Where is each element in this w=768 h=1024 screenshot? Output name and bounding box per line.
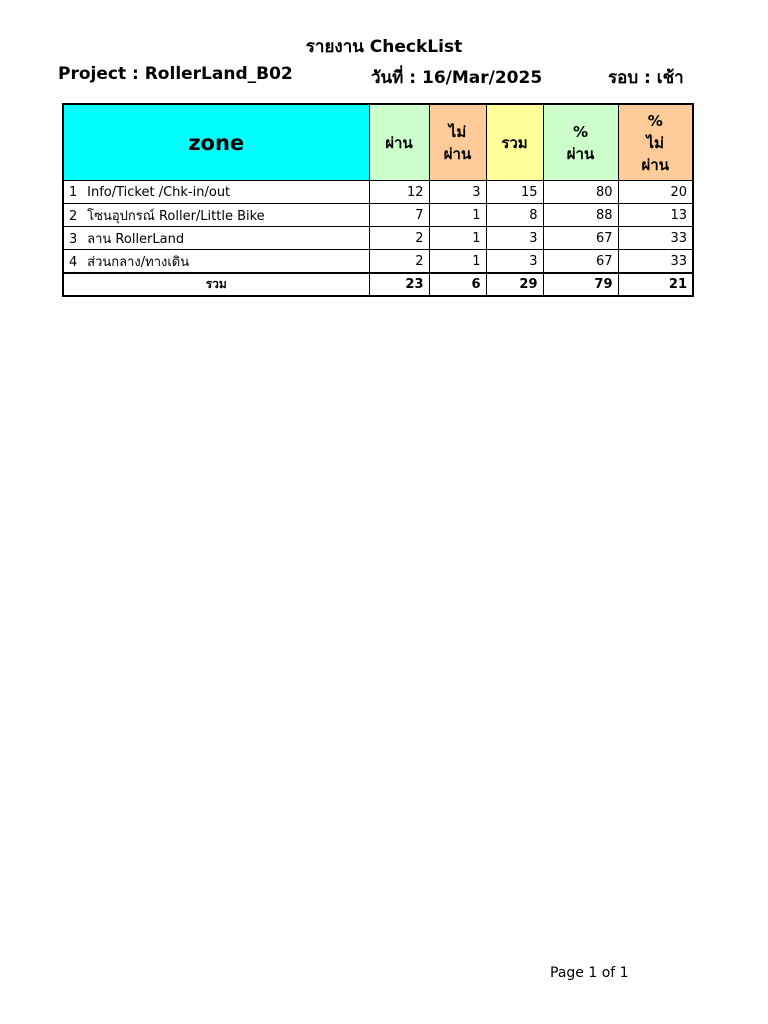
pct-fail-header-line1: %	[647, 111, 663, 130]
zone-cell	[63, 227, 369, 250]
summary-pct-fail: 21	[618, 273, 693, 296]
fail-header-line1: ไม่	[448, 122, 467, 141]
pct-pass-cell: 88	[543, 204, 618, 227]
fail-column-header	[429, 104, 486, 181]
pct-fail-cell: 13	[618, 204, 693, 227]
zone-name: Info/Ticket /Chk-in/out	[87, 184, 231, 200]
row-number: 4	[69, 254, 78, 270]
total-cell: 3	[486, 250, 543, 274]
table-row	[63, 181, 693, 204]
pct-fail-cell: 20	[618, 181, 693, 204]
row-number: 1	[69, 184, 78, 200]
summary-pass: 23	[369, 273, 429, 296]
total-header-label: รวม	[501, 133, 528, 152]
pct-pass-column-header	[543, 104, 618, 181]
pct-pass-cell: 67	[543, 227, 618, 250]
pass-header-label: ผ่าน	[385, 133, 413, 152]
pass-column-header	[369, 104, 429, 181]
pct-fail-cell: 33	[618, 227, 693, 250]
table-row	[63, 250, 693, 274]
summary-pct-pass: 79	[543, 273, 618, 296]
total-cell: 15	[486, 181, 543, 204]
table-row	[63, 227, 693, 250]
table-header-row	[63, 104, 693, 181]
fail-header-line2: ผ่าน	[443, 144, 472, 163]
total-cell: 8	[486, 204, 543, 227]
fail-cell: 1	[429, 250, 486, 274]
pass-cell: 2	[369, 250, 429, 274]
summary-row	[63, 273, 693, 296]
zone-column-header: zone	[63, 104, 369, 181]
pct-pass-header-line2: ผ่าน	[566, 144, 595, 163]
zone-name: ลาน RollerLand	[87, 231, 185, 247]
pass-cell: 2	[369, 227, 429, 250]
zone-cell	[63, 204, 369, 227]
zone-name: โซนอุปกรณ์ Roller/Little Bike	[87, 208, 265, 224]
zone-cell	[63, 250, 369, 274]
pass-cell: 12	[369, 181, 429, 204]
report-title: รายงาน CheckList	[305, 37, 463, 57]
pct-pass-cell: 67	[543, 250, 618, 274]
summary-label: รวม	[63, 273, 369, 296]
fail-cell: 1	[429, 204, 486, 227]
pass-cell: 7	[369, 204, 429, 227]
row-number: 3	[69, 231, 78, 247]
fail-cell: 1	[429, 227, 486, 250]
pct-fail-header-line3: ผ่าน	[641, 155, 669, 174]
fail-cell: 3	[429, 181, 486, 204]
zone-name: ส่วนกลาง/ทางเดิน	[87, 254, 190, 270]
row-number: 2	[69, 208, 78, 224]
pct-fail-header-line2: ไม่	[646, 133, 664, 152]
summary-fail: 6	[429, 273, 486, 296]
pct-fail-column-header	[618, 104, 693, 181]
total-column-header	[486, 104, 543, 181]
report-date: วันที่ : 16/Mar/2025	[371, 68, 543, 88]
report-round: รอบ : เช้า	[608, 68, 684, 88]
total-cell: 3	[486, 227, 543, 250]
table-row	[63, 204, 693, 227]
checklist-table	[62, 103, 694, 297]
pct-fail-cell: 33	[618, 250, 693, 274]
pct-pass-cell: 80	[543, 181, 618, 204]
project-name: Project : RollerLand_B02	[58, 64, 293, 84]
pct-pass-header-line1: %	[572, 122, 589, 141]
summary-total: 29	[486, 273, 543, 296]
zone-cell	[63, 181, 369, 204]
page-number: Page 1 of 1	[550, 965, 629, 981]
